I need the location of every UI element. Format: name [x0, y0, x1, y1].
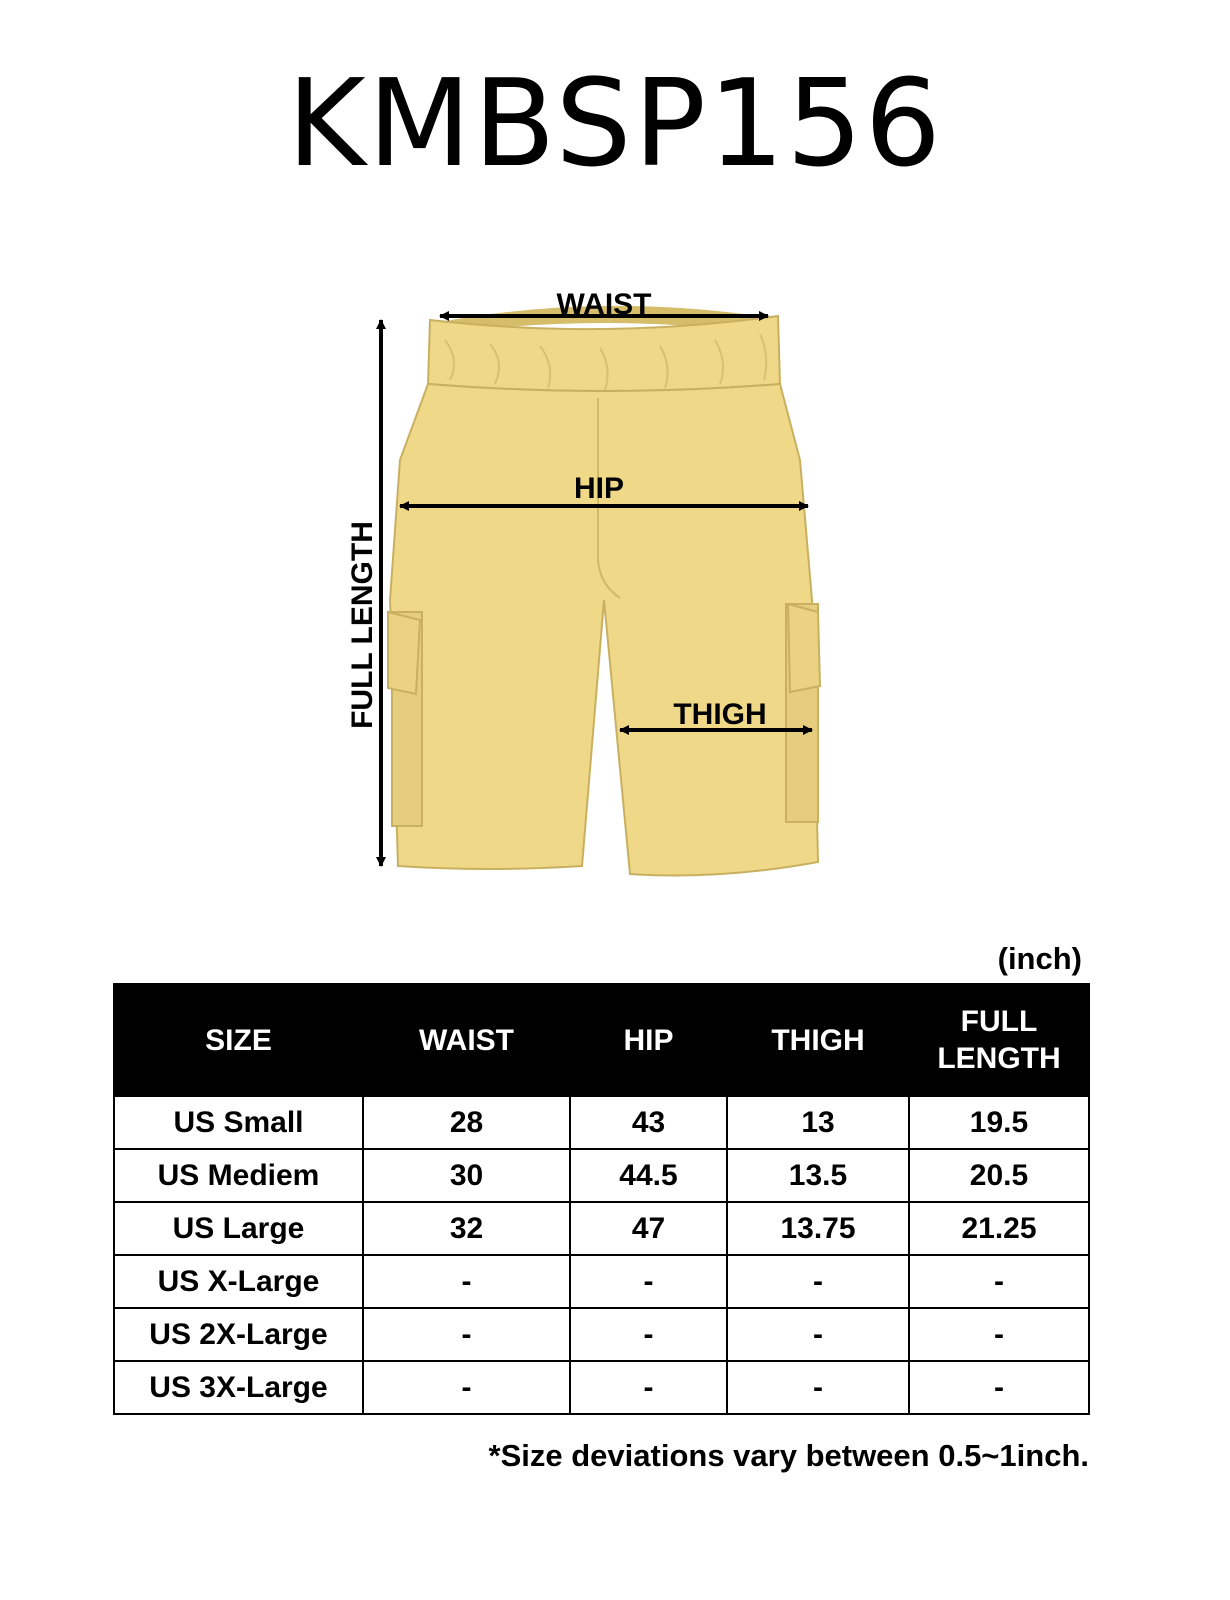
size-cell: US Mediem [114, 1149, 363, 1202]
shorts-illustration [388, 306, 820, 876]
header-thigh: THIGH [727, 984, 909, 1096]
full-length-cell: - [909, 1255, 1089, 1308]
waist-cell: 30 [363, 1149, 570, 1202]
full-length-cell: 19.5 [909, 1096, 1089, 1149]
full-length-label: FULL LENGTH [346, 521, 379, 729]
table-row [114, 1202, 1089, 1255]
unit-label: (inch) [997, 941, 1082, 976]
table-row [114, 1308, 1089, 1361]
table-row [114, 1361, 1089, 1414]
size-deviation-note: *Size deviations vary between 0.5~1inch. [488, 1438, 1089, 1473]
waist-cell: 32 [363, 1202, 570, 1255]
hip-cell: 47 [570, 1202, 727, 1255]
header-full-length: FULL LENGTH [909, 984, 1089, 1096]
full-length-cell: 20.5 [909, 1149, 1089, 1202]
table-row [114, 1149, 1089, 1202]
header-hip: HIP [570, 984, 727, 1096]
size-cell: US Large [114, 1202, 363, 1255]
product-code-title: KMBSP156 [286, 55, 944, 194]
thigh-cell: 13.75 [727, 1202, 909, 1255]
size-cell: US 3X-Large [114, 1361, 363, 1414]
waist-label: WAIST [556, 288, 652, 321]
full-length-cell: - [909, 1361, 1089, 1414]
hip-cell: - [570, 1308, 727, 1361]
waist-cell: - [363, 1308, 570, 1361]
waist-cell: - [363, 1361, 570, 1414]
waist-cell: - [363, 1255, 570, 1308]
thigh-label: THIGH [673, 698, 767, 731]
header-waist: WAIST [363, 984, 570, 1096]
thigh-cell: - [727, 1361, 909, 1414]
full-length-cell: - [909, 1308, 1089, 1361]
hip-label: HIP [573, 472, 625, 505]
thigh-cell: - [727, 1255, 909, 1308]
hip-cell: - [570, 1361, 727, 1414]
thigh-cell: 13 [727, 1096, 909, 1149]
waist-cell: 28 [363, 1096, 570, 1149]
size-chart-table [113, 983, 1090, 1415]
thigh-cell: - [727, 1308, 909, 1361]
table-row [114, 1255, 1089, 1308]
header-size: SIZE [114, 984, 363, 1096]
thigh-cell: 13.5 [727, 1149, 909, 1202]
size-cell: US X-Large [114, 1255, 363, 1308]
table-row [114, 1096, 1089, 1149]
hip-cell: 43 [570, 1096, 727, 1149]
hip-cell: 44.5 [570, 1149, 727, 1202]
table-header-row [114, 984, 1089, 1096]
hip-cell: - [570, 1255, 727, 1308]
size-cell: US Small [114, 1096, 363, 1149]
full-length-cell: 21.25 [909, 1202, 1089, 1255]
size-cell: US 2X-Large [114, 1308, 363, 1361]
